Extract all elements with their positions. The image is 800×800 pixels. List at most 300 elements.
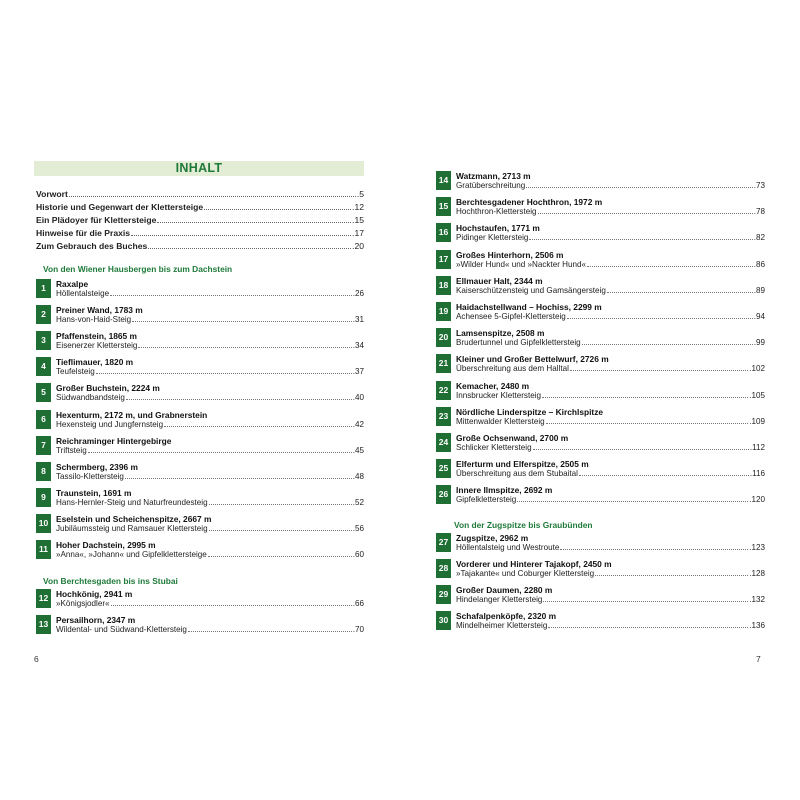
page-ref: .109 bbox=[749, 416, 765, 426]
dot-leader bbox=[131, 235, 351, 236]
entry-name: Nördliche Linderspitze – Kirchlspitze bbox=[456, 406, 604, 417]
dot-leader bbox=[582, 344, 753, 345]
entry-route-line bbox=[456, 391, 765, 401]
dot-leader bbox=[570, 370, 748, 371]
entry-route-line bbox=[56, 393, 364, 403]
entry-route: Brudertunnel und Gipfelklettersteig bbox=[456, 338, 581, 348]
entry-route: Teufelsteig bbox=[56, 367, 95, 377]
toc-entry bbox=[36, 488, 364, 508]
toc-entry bbox=[36, 305, 364, 325]
page-number-left: 6 bbox=[34, 654, 39, 664]
entry-route: »Anna«, »Johann« und Gipfelklettersteige bbox=[56, 550, 207, 559]
entry-info bbox=[456, 433, 765, 453]
page-ref-number: 109 bbox=[751, 416, 765, 426]
entry-name: Innere Ilmspitze, 2692 m bbox=[456, 485, 553, 496]
toc-entry bbox=[436, 433, 765, 453]
entry-route-line bbox=[456, 495, 765, 505]
route-number-badge: 10 bbox=[36, 514, 51, 533]
route-number-badge: 5 bbox=[36, 383, 51, 402]
entry-route: Mittenwalder Klettersteig bbox=[456, 416, 545, 426]
route-number-badge: 11 bbox=[36, 540, 51, 559]
route-number-badge: 29 bbox=[436, 585, 451, 604]
page-ref: .82 bbox=[753, 233, 765, 243]
route-number-badge: 2 bbox=[36, 305, 51, 324]
entry-route: Kaiserschützensteig und Gamsängersteig bbox=[456, 285, 606, 295]
toc-entry bbox=[436, 250, 765, 270]
entry-route: Eisenerzer Klettersteig bbox=[56, 341, 138, 351]
section-heading-zugspitze-graubuenden: Von der Zugspitze bis Graubünden bbox=[454, 520, 593, 530]
page-ref-number: 48 bbox=[354, 471, 364, 481]
entry-name: Watzmann, 2713 m bbox=[456, 171, 531, 181]
dot-leader bbox=[533, 449, 749, 450]
page-ref-number: 86 bbox=[755, 259, 765, 269]
entry-name: Großer Daumen, 2280 m bbox=[456, 585, 553, 596]
page-ref-number: 31 bbox=[354, 315, 364, 325]
entry-route: Mindelheimer Klettersteig bbox=[456, 621, 548, 631]
toc-entry bbox=[436, 197, 765, 217]
entry-info bbox=[56, 514, 364, 534]
page-ref: .5 bbox=[356, 189, 364, 199]
entry-route-line bbox=[56, 341, 364, 351]
page-ref: .42 bbox=[352, 419, 364, 429]
dot-leader bbox=[607, 292, 753, 293]
entry-route-line bbox=[456, 312, 765, 322]
toc-entry bbox=[36, 357, 364, 377]
entry-route: Gratüberschreitung bbox=[456, 181, 526, 190]
entry-name: Traunstein, 1691 m bbox=[56, 487, 132, 498]
entry-name: Raxalpe bbox=[56, 279, 89, 289]
page-ref: .128 bbox=[749, 569, 765, 579]
page-ref: .26 bbox=[352, 289, 364, 298]
toc-entry bbox=[436, 171, 765, 191]
page-ref-number: 37 bbox=[354, 367, 364, 377]
entry-route-line bbox=[456, 595, 765, 605]
route-number-badge: 7 bbox=[36, 436, 51, 455]
dot-leader bbox=[188, 631, 352, 632]
toc-entry bbox=[36, 462, 364, 482]
entry-name: Eselstein und Scheichenspitze, 2667 m bbox=[56, 513, 212, 524]
entry-route-line bbox=[56, 498, 364, 508]
front-matter-row bbox=[36, 215, 364, 228]
front-matter-title: Vorwort bbox=[36, 189, 68, 199]
toc-entry bbox=[436, 585, 765, 605]
page-ref-number: 40 bbox=[354, 393, 364, 403]
entry-info bbox=[56, 383, 364, 403]
entry-route: Schlicker Klettersteig bbox=[456, 443, 532, 452]
page-ref-number: 78 bbox=[755, 207, 765, 217]
entry-name: Zugspitze, 2962 m bbox=[456, 533, 529, 543]
route-number-badge: 17 bbox=[436, 250, 451, 269]
entry-name: Hoher Dachstein, 2995 m bbox=[56, 540, 156, 550]
page-ref-number: 66 bbox=[354, 599, 364, 608]
entry-name: Hochstaufen, 1771 m bbox=[456, 223, 540, 234]
dot-leader bbox=[138, 347, 351, 348]
dot-leader bbox=[560, 549, 748, 550]
dot-leader bbox=[132, 321, 352, 322]
dot-leader bbox=[548, 627, 748, 628]
entry-route-line bbox=[56, 315, 364, 325]
entry-name: Ellmauer Halt, 2344 m bbox=[456, 275, 543, 286]
dot-leader bbox=[209, 530, 352, 531]
route-number-badge: 24 bbox=[436, 433, 451, 452]
route-number-badge: 16 bbox=[436, 223, 451, 242]
entry-route-line bbox=[456, 286, 765, 296]
page-ref: .52 bbox=[352, 497, 364, 507]
page-ref-number: 136 bbox=[751, 621, 765, 631]
entry-name: Schafalpenköpfe, 2320 m bbox=[456, 611, 557, 622]
entry-route-line bbox=[456, 260, 765, 270]
entry-info bbox=[456, 302, 765, 322]
route-number-badge: 22 bbox=[436, 381, 451, 400]
dot-leader bbox=[209, 504, 352, 505]
entry-route: Südwandbandsteig bbox=[56, 393, 125, 403]
entry-info bbox=[456, 559, 765, 579]
toc-entry bbox=[36, 383, 364, 403]
entry-route: Hexensteig und Jungfernsteig bbox=[56, 419, 164, 429]
page-ref: .99 bbox=[753, 338, 765, 348]
dot-leader bbox=[529, 239, 752, 240]
page-ref: .94 bbox=[753, 312, 765, 321]
entry-info bbox=[456, 276, 765, 296]
front-matter-row bbox=[36, 241, 364, 254]
route-number-badge: 20 bbox=[436, 328, 451, 347]
page-ref: .70 bbox=[352, 625, 364, 634]
entry-info bbox=[56, 540, 364, 560]
front-matter-title: Ein Plädoyer für Klettersteige bbox=[36, 214, 157, 225]
entry-name: Haidachstellwand – Hochiss, 2299 m bbox=[456, 302, 602, 312]
entry-info bbox=[456, 485, 765, 505]
toc-entry bbox=[36, 615, 364, 635]
dot-leader bbox=[526, 187, 752, 188]
entry-route-line bbox=[456, 443, 765, 453]
right-page bbox=[400, 0, 800, 800]
entry-name: Elferturm und Elferspitze, 2505 m bbox=[456, 459, 589, 470]
entry-info bbox=[56, 357, 364, 377]
page-ref: .66 bbox=[352, 599, 364, 608]
entry-route: »Wilder Hund« und »Nackter Hund« bbox=[456, 259, 587, 269]
route-number-badge: 3 bbox=[36, 331, 51, 350]
route-number-badge: 28 bbox=[436, 559, 451, 578]
entry-route: Hochthron-Klettersteig bbox=[456, 207, 537, 217]
entry-info bbox=[56, 462, 364, 482]
route-number-badge: 27 bbox=[436, 533, 451, 552]
entry-info bbox=[456, 381, 765, 401]
page-ref: .34 bbox=[352, 341, 364, 351]
dot-leader bbox=[111, 605, 352, 606]
dot-leader bbox=[126, 399, 352, 400]
entry-name: Vorderer und Hinterer Tajakopf, 2450 m bbox=[456, 559, 612, 570]
dot-leader bbox=[595, 575, 748, 576]
section-heading-wien-dachstein: Von den Wiener Hausbergen bis zum Dachstein bbox=[43, 264, 233, 274]
entry-info bbox=[56, 488, 364, 508]
toc-entry bbox=[36, 514, 364, 534]
entry-route: Hans-Hernler-Steig und Naturfreundesteig bbox=[56, 497, 208, 507]
section-heading-berchtesgaden-stubai: Von Berchtesgaden bis ins Stubai bbox=[43, 576, 178, 586]
entry-route-line bbox=[456, 469, 765, 479]
entry-route: Achensee 5-Gipfel-Klettersteig bbox=[456, 312, 566, 321]
page-ref: .105 bbox=[749, 390, 765, 400]
route-number-badge: 4 bbox=[36, 357, 51, 376]
entry-route-line bbox=[456, 569, 765, 579]
page-ref: .102 bbox=[749, 364, 765, 374]
entry-route-line bbox=[456, 338, 765, 348]
page-ref-number: 70 bbox=[354, 625, 364, 634]
dot-leader bbox=[579, 475, 749, 476]
entry-info bbox=[456, 585, 765, 605]
dot-leader bbox=[587, 266, 753, 267]
route-number-badge: 25 bbox=[436, 459, 451, 478]
page-ref-number: 123 bbox=[751, 543, 765, 552]
route-number-badge: 12 bbox=[36, 589, 51, 608]
entry-route-line bbox=[56, 472, 364, 482]
entry-name: Schermberg, 2396 m bbox=[56, 461, 138, 472]
entry-route: Überschreitung aus dem Stubaital bbox=[456, 469, 578, 479]
page-ref-number: 73 bbox=[755, 181, 765, 190]
toc-entry bbox=[436, 276, 765, 296]
page-ref-number: 42 bbox=[354, 419, 364, 429]
toc-entry bbox=[36, 589, 364, 609]
page-ref: .89 bbox=[753, 285, 765, 295]
entry-name: Pfaffenstein, 1865 m bbox=[56, 331, 137, 342]
entry-route-line bbox=[456, 543, 765, 553]
page-ref: .120 bbox=[749, 495, 765, 505]
route-number-badge: 8 bbox=[36, 462, 51, 481]
route-number-badge: 13 bbox=[36, 615, 51, 634]
entry-route-line bbox=[56, 550, 364, 560]
entry-route-line bbox=[56, 524, 364, 534]
entry-route: Jubiläumssteig und Ramsauer Klettersteig bbox=[56, 523, 208, 533]
page-ref: .31 bbox=[352, 315, 364, 325]
entry-route-line bbox=[456, 621, 765, 631]
entry-route-line bbox=[456, 417, 765, 427]
entry-route: »Tajakante« und Coburger Klettersteig bbox=[456, 569, 595, 579]
toc-entry bbox=[36, 436, 364, 456]
dot-leader bbox=[69, 196, 356, 197]
page-ref-number: 99 bbox=[755, 338, 765, 348]
entry-route: Tassilo-Klettersteig bbox=[56, 471, 124, 481]
page-ref-number: 120 bbox=[751, 495, 765, 505]
entry-name: Großer Buchstein, 2224 m bbox=[56, 383, 160, 394]
toc-entry bbox=[36, 331, 364, 351]
entry-name: Persailhorn, 2347 m bbox=[56, 615, 136, 625]
page-ref: .60 bbox=[352, 550, 364, 559]
entry-info bbox=[56, 410, 364, 430]
entry-route: Pidinger Klettersteig bbox=[456, 233, 529, 243]
entry-info bbox=[456, 197, 765, 217]
entry-info bbox=[456, 223, 765, 243]
entry-name: Große Ochsenwand, 2700 m bbox=[456, 433, 569, 443]
toc-entry bbox=[36, 279, 364, 299]
page-ref-number: 34 bbox=[354, 341, 364, 351]
toc-entry bbox=[436, 302, 765, 322]
entry-name: Tieflimauer, 1820 m bbox=[56, 357, 134, 368]
entry-name: Preiner Wand, 1783 m bbox=[56, 305, 143, 316]
page-ref-number: 102 bbox=[751, 364, 765, 374]
page-ref: .48 bbox=[352, 471, 364, 481]
entry-name: Hexenturm, 2172 m, und Grabnerstein bbox=[56, 409, 208, 420]
route-number-badge: 19 bbox=[436, 302, 451, 321]
page-ref-number: 12 bbox=[354, 201, 364, 212]
entry-route-line bbox=[456, 207, 765, 217]
entry-info bbox=[456, 459, 765, 479]
entry-info bbox=[56, 279, 364, 299]
dot-leader bbox=[96, 373, 352, 374]
page-ref: .15 bbox=[352, 214, 364, 225]
dot-leader bbox=[546, 423, 749, 424]
entry-route-line bbox=[56, 446, 364, 456]
page-ref-number: 5 bbox=[359, 189, 364, 199]
entry-route: Triftsteig bbox=[56, 445, 87, 455]
page-ref-number: 17 bbox=[354, 227, 364, 238]
route-number-badge: 14 bbox=[436, 171, 451, 190]
entry-info bbox=[456, 533, 765, 553]
entry-route: Überschreitung aus dem Halltal bbox=[456, 364, 569, 374]
dot-leader bbox=[517, 501, 748, 502]
entry-name: Berchtesgadener Hochthron, 1972 m bbox=[456, 197, 603, 208]
page-ref-number: 128 bbox=[751, 569, 765, 579]
page-ref-number: 15 bbox=[354, 214, 364, 225]
dot-leader bbox=[148, 248, 351, 249]
entry-info bbox=[56, 331, 364, 351]
page-ref: .123 bbox=[749, 543, 765, 552]
dot-leader bbox=[567, 318, 753, 319]
entry-route-line bbox=[56, 625, 364, 635]
entry-info bbox=[456, 611, 765, 631]
page-ref-number: 82 bbox=[755, 233, 765, 243]
entry-name: Kemacher, 2480 m bbox=[456, 380, 530, 391]
page-ref-number: 116 bbox=[752, 469, 765, 479]
page-ref: .17 bbox=[352, 227, 364, 238]
route-number-badge: 1 bbox=[36, 279, 51, 298]
front-matter-title: Historie und Gegenwart der Klettersteige bbox=[36, 201, 204, 212]
page-ref-number: 112 bbox=[752, 443, 765, 452]
page-ref-number: 105 bbox=[751, 390, 765, 400]
dot-leader bbox=[542, 397, 748, 398]
page-ref: .78 bbox=[753, 207, 765, 217]
toc-entry bbox=[36, 540, 364, 560]
page-ref-number: 89 bbox=[755, 285, 765, 295]
entry-route-line bbox=[456, 364, 765, 374]
dot-leader bbox=[543, 601, 748, 602]
page-ref-number: 60 bbox=[354, 550, 364, 559]
route-number-badge: 21 bbox=[436, 354, 451, 373]
page-ref: .73 bbox=[753, 181, 765, 190]
entry-info bbox=[56, 589, 364, 609]
page-ref: .116 bbox=[749, 469, 765, 479]
entry-info bbox=[56, 305, 364, 325]
page-ref: .45 bbox=[352, 445, 364, 455]
toc-entry bbox=[436, 611, 765, 631]
page-ref-number: 20 bbox=[354, 240, 364, 251]
entry-info bbox=[56, 615, 364, 635]
page-ref: .56 bbox=[352, 523, 364, 533]
toc-entry bbox=[436, 223, 765, 243]
toc-entry bbox=[436, 533, 765, 553]
entry-name: Reichraminger Hintergebirge bbox=[56, 435, 172, 446]
entry-route-line bbox=[56, 599, 364, 609]
entry-info bbox=[456, 171, 765, 191]
entry-info bbox=[456, 328, 765, 348]
page-number-right: 7 bbox=[756, 654, 761, 664]
front-matter-row bbox=[36, 202, 364, 215]
page-ref-number: 52 bbox=[354, 497, 364, 507]
dot-leader bbox=[204, 209, 351, 210]
entry-route: Gipfelklettersteig bbox=[456, 495, 517, 505]
front-matter-row bbox=[36, 228, 364, 241]
route-number-badge: 18 bbox=[436, 276, 451, 295]
toc-entry bbox=[436, 354, 765, 374]
toc-entry bbox=[436, 459, 765, 479]
page-ref: .112 bbox=[749, 443, 765, 452]
toc-entry bbox=[36, 410, 364, 430]
toc-entry bbox=[436, 485, 765, 505]
dot-leader bbox=[125, 478, 352, 479]
entry-route-line bbox=[456, 181, 765, 191]
entry-route: Hindelanger Klettersteig bbox=[456, 595, 543, 605]
entry-name: Hochkönig, 2941 m bbox=[56, 589, 133, 599]
dot-leader bbox=[88, 452, 352, 453]
page-ref-number: 132 bbox=[751, 595, 765, 605]
route-number-badge: 15 bbox=[436, 197, 451, 216]
page-ref: .12 bbox=[352, 201, 364, 212]
front-matter-list bbox=[36, 189, 364, 253]
entry-info bbox=[456, 407, 765, 427]
entry-route-line bbox=[56, 367, 364, 377]
route-number-badge: 26 bbox=[436, 485, 451, 504]
toc-entry bbox=[436, 559, 765, 579]
entry-route-line bbox=[456, 233, 765, 243]
page-ref: .40 bbox=[352, 393, 364, 403]
page-ref: .20 bbox=[352, 240, 364, 251]
toc-entry bbox=[436, 381, 765, 401]
entry-info bbox=[456, 354, 765, 374]
dot-leader bbox=[157, 222, 351, 223]
page-ref-number: 45 bbox=[354, 445, 364, 455]
route-number-badge: 30 bbox=[436, 611, 451, 630]
entry-info bbox=[56, 436, 364, 456]
contents-title: INHALT bbox=[34, 161, 364, 176]
entry-name: Kleiner und Großer Bettelwurf, 2726 m bbox=[456, 354, 609, 365]
entry-name: Lamsenspitze, 2508 m bbox=[456, 328, 545, 339]
toc-entry bbox=[436, 328, 765, 348]
route-number-badge: 23 bbox=[436, 407, 451, 426]
entry-route: Innsbrucker Klettersteig bbox=[456, 390, 542, 400]
entry-route-line bbox=[56, 420, 364, 430]
page-ref: .37 bbox=[352, 367, 364, 377]
page-ref: .136 bbox=[749, 621, 765, 631]
dot-leader bbox=[538, 213, 753, 214]
entry-route: Wildental- und Südwand-Klettersteig bbox=[56, 625, 187, 634]
route-number-badge: 6 bbox=[36, 410, 51, 429]
page-ref-number: 94 bbox=[755, 312, 765, 321]
entry-name: Großes Hinterhorn, 2506 m bbox=[456, 249, 564, 260]
front-matter-row bbox=[36, 189, 364, 202]
page-ref: .132 bbox=[749, 595, 765, 605]
dot-leader bbox=[110, 295, 352, 296]
entry-info bbox=[456, 250, 765, 270]
page-ref-number: 26 bbox=[354, 289, 364, 298]
entry-route: »Königsjodler« bbox=[56, 599, 110, 608]
entry-route: Höllentalsteig und Westroute bbox=[456, 543, 560, 552]
dot-leader bbox=[208, 556, 352, 557]
entry-route-line bbox=[56, 289, 364, 299]
page-ref-number: 56 bbox=[354, 523, 364, 533]
front-matter-title: Zum Gebrauch des Buches bbox=[36, 240, 148, 251]
dot-leader bbox=[164, 426, 352, 427]
route-number-badge: 9 bbox=[36, 488, 51, 507]
front-matter-title: Hinweise für die Praxis bbox=[36, 227, 131, 238]
toc-entry bbox=[436, 407, 765, 427]
